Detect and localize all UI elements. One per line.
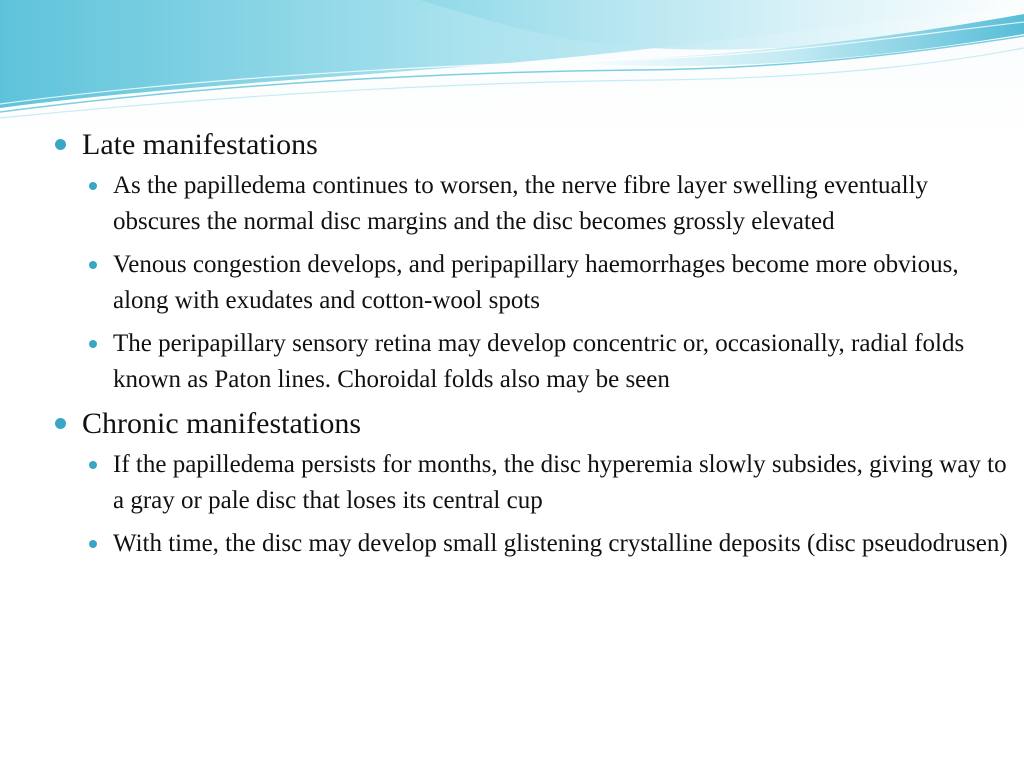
list-item — [54, 326, 1016, 398]
bullet-heading-text: Late manifestations — [82, 128, 318, 161]
slide-content — [54, 126, 1016, 569]
sub-bullet-dot-icon — [89, 461, 97, 469]
sub-bullet-dot-icon — [89, 340, 97, 348]
heading-chronic-manifestations — [54, 405, 1016, 443]
chronic-manifestations-list — [54, 447, 1016, 562]
sub-bullet-dot-icon — [89, 182, 97, 190]
late-manifestations-list — [54, 168, 1016, 398]
list-item-text: As the papilledema continues to worsen, the nerve fibre layer swelling eventually obscures the normal disc margins and the disc becomes grossly elevated — [113, 172, 929, 235]
decorative-wave-banner — [0, 0, 1024, 130]
list-item-text: If the papilledema persists for months, the disc hyperemia slowly subsides, giving way to a gray or pale disc that loses its central cup — [113, 451, 1007, 514]
bullet-dot-icon — [55, 139, 66, 150]
list-item-text: Venous congestion develops, and peripapillary haemorrhages become more obvious, along with exudates and cotton-wool spots — [113, 251, 959, 314]
sub-bullet-dot-icon — [89, 261, 97, 269]
list-item-text: The peripapillary sensory retina may develop concentric or, occasionally, radial folds known as Paton lines. Choroidal folds also may be seen — [113, 330, 965, 393]
bullet-heading-text: Chronic manifestations — [82, 407, 362, 440]
heading-late-manifestations — [54, 126, 1016, 164]
bullet-dot-icon — [55, 418, 66, 429]
list-item-text: With time, the disc may develop small glistening crystalline deposits (disc pseudodrusen) — [113, 530, 1008, 557]
list-item — [54, 168, 1016, 240]
list-item — [54, 247, 1016, 319]
list-item — [54, 526, 1016, 562]
list-item — [54, 447, 1016, 519]
sub-bullet-dot-icon — [89, 540, 97, 548]
